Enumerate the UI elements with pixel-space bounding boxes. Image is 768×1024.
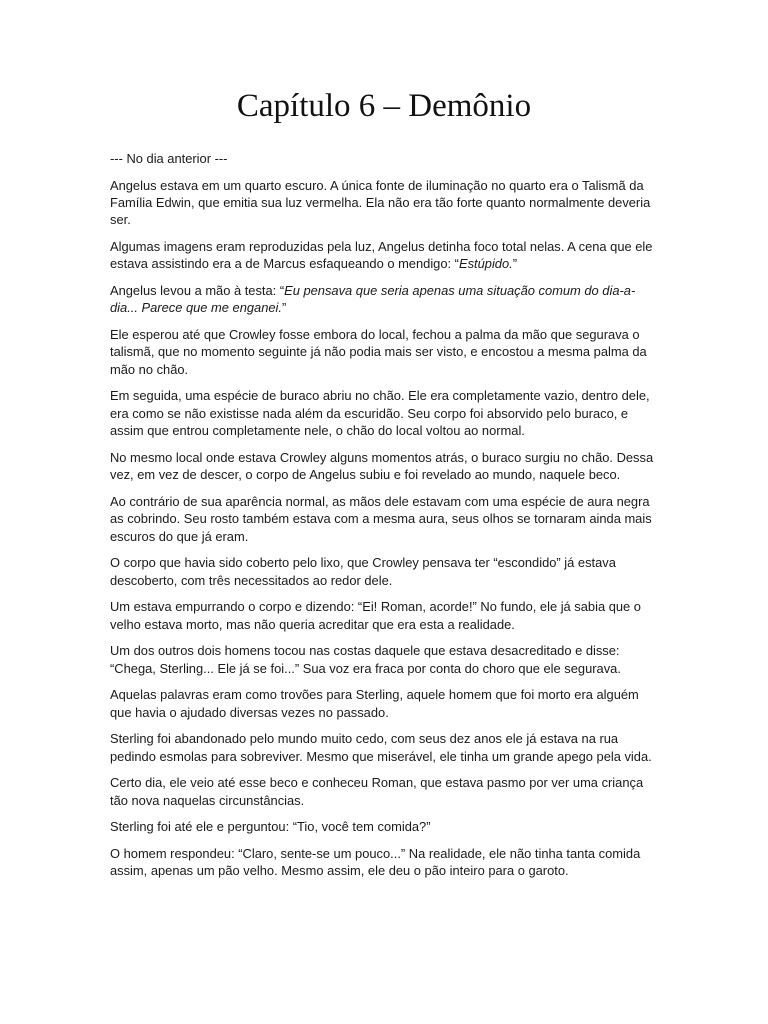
paragraph-text: ” [282,300,287,316]
italic-thought: Eu pensava que seria apenas uma situação comum do dia-a-dia... Parece que me enganei. [110,283,636,316]
paragraph: O homem respondeu: “Claro, sente-se um pouco...” Na realidade, ele não tinha tanta comida assim, apenas um pão velho. Mesmo assim, ele deu o pão inteiro para o garoto. [110,845,641,879]
paragraph [110,282,658,317]
italic-thought: Estúpido. [458,256,513,272]
paragraph: Em seguida, uma espécie de buraco abriu no chão. Ele era completamente vazio, dentro dele, era como se não existisse nada além da escuridão. Seu corpo foi absorvido pelo buraco, e assim que entrou completamente nele, o chão do local voltou ao normal. [110,388,650,439]
paragraph: Sterling foi até ele e perguntou: “Tio, você tem comida?” [110,819,431,835]
paragraph: Um dos outros dois homens tocou nas costas daquele que estava desacreditado e disse: “Chega, Sterling... Ele já se foi...” Sua voz era fraca por conta do choro que ele segurava. [110,643,621,676]
paragraph: No mesmo local onde estava Crowley alguns momentos atrás, o buraco surgiu no chão. Dessa vez, em vez de descer, o corpo de Angelus subiu e foi revelado ao mundo, naquele beco. [110,449,654,483]
paragraph: Aquelas palavras eram como trovões para Sterling, aquele homem que foi morto era alguém que havia o ajudado diversas vezes no passado. [110,687,639,720]
paragraph: Ao contrário de sua aparência normal, as mãos dele estavam com uma espécie de aura negra as cobrindo. Seu rosto também estava com a mesma aura, seus olhos se tornaram ainda mais escuros do que já eram. [110,493,652,544]
paragraph: Angelus estava em um quarto escuro. A única fonte de iluminação no quarto era o Talismã da Família Edwin, que emitia sua luz vermelha. Ela não era tão forte quanto normalmente deveria ser. [110,177,651,228]
paragraph: Certo dia, ele veio até esse beco e conheceu Roman, que estava pasmo por ver uma criança tão nova naquelas circunstâncias. [110,775,644,808]
chapter-title: Capítulo 6 – Demônio [236,88,532,124]
paragraph-scene-marker: --- No dia anterior --- [110,151,228,166]
paragraph: O corpo que havia sido coberto pelo lixo, que Crowley pensava ter “escondido” já estava descoberto, com três necessitados ao redor dele. [110,555,616,588]
paragraph-text: Angelus levou a mão à testa: “ [110,283,285,298]
paragraph: Sterling foi abandonado pelo mundo muito cedo, com seus dez anos ele já estava na rua pedindo esmolas para sobreviver. Mesmo que miserável, ele tinha um grande apego pela vida. [110,731,652,764]
paragraph-text: ” [512,256,518,272]
chapter-body [110,150,658,889]
paragraph [110,238,658,273]
paragraph: Ele esperou até que Crowley fosse embora do local, fechou a palma da mão que segurava o talismã, que no momento seguinte já não podia mais ser visto, e encostou a mesma palma da mão no chão. [110,327,647,377]
paragraph-text: Algumas imagens eram reproduzidas pela luz, Angelus detinha foco total nelas. A cena que ele estava assistindo era a de Marcus esfaqueando o mendigo: “ [110,239,653,272]
paragraph: Um estava empurrando o corpo e dizendo: “Ei! Roman, acorde!” No fundo, ele já sabia que o velho estava morto, mas não queria acreditar que era esta a realidade. [110,599,641,632]
